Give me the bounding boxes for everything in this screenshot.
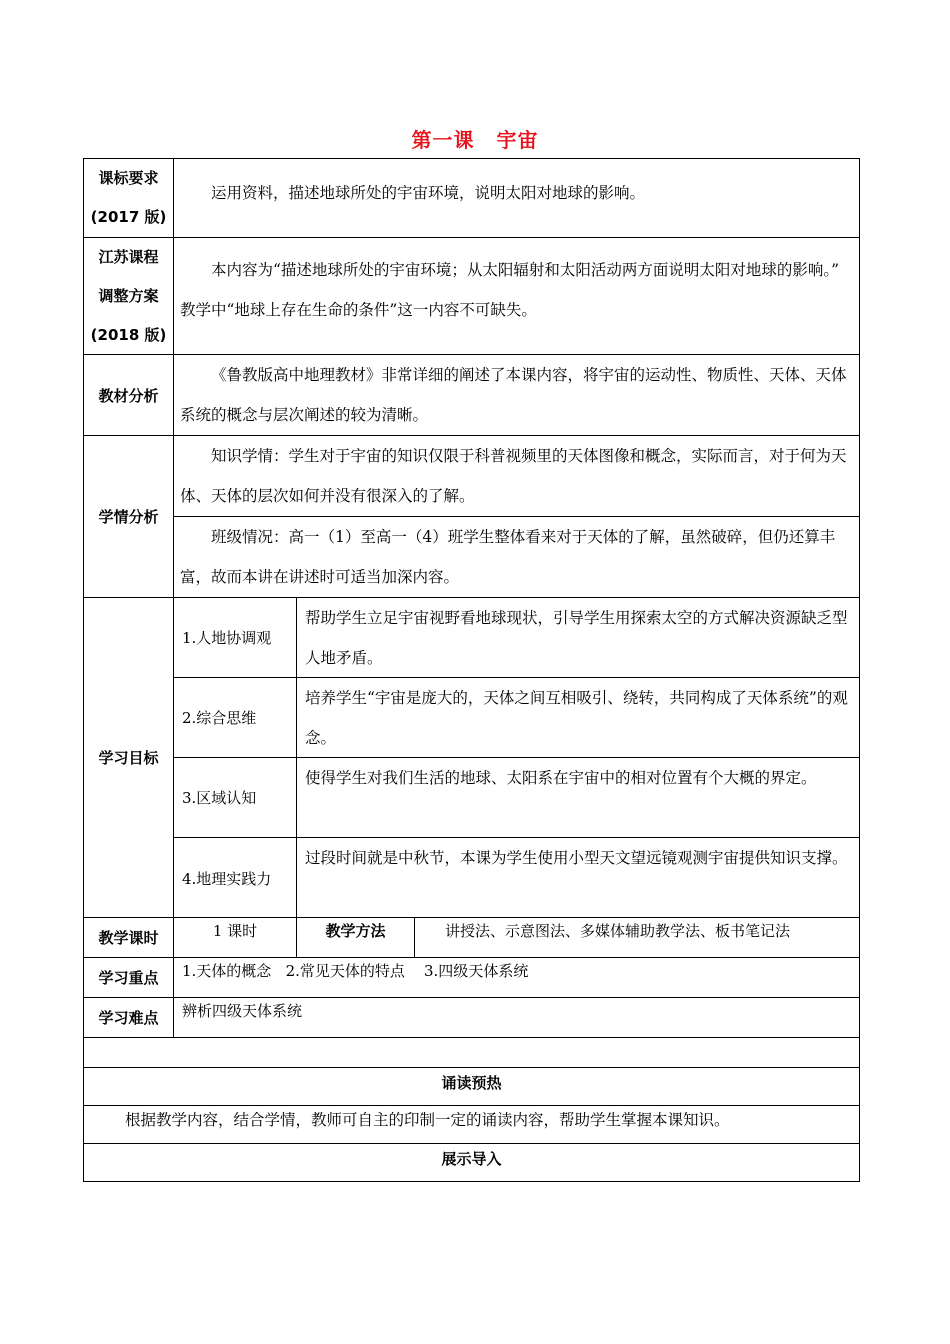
hours-label: 教学课时 (84, 918, 174, 957)
title-part1: 第一课 (411, 128, 475, 152)
method-value: 讲授法、示意图法、多媒体辅助教学法、板书笔记法 (445, 922, 791, 940)
hours-value: 1 课时 (174, 918, 297, 957)
goal-item (174, 598, 859, 678)
goals-row (84, 597, 859, 917)
goal-item (174, 838, 859, 918)
goal-text: 使得学生对我们生活的地球、太阳系在宇宙中的相对位置有个大概的界定。 (305, 769, 817, 787)
learners-row (84, 435, 859, 597)
textbook-row (84, 354, 859, 435)
focus-value: 1.天体的概念 2.常见天体的特点 3.四级天体系统 (182, 962, 529, 980)
difficulty-label: 学习难点 (84, 998, 174, 1037)
curriculum-text: 运用资料，描述地球所处的宇宙环境，说明太阳对地球的影响。 (211, 184, 646, 202)
learners-class-cell (174, 517, 859, 598)
preview-heading-row (84, 1067, 859, 1105)
goals-label: 学习目标 (84, 598, 174, 917)
jiangsu-content (174, 238, 859, 354)
title-part2: 宇宙 (496, 128, 539, 152)
page-title (0, 124, 950, 153)
learners-class-text: 班级情况：高一（1）至高一（4）班学生整体看来对于天体的了解，虽然破碎，但仍还算丰富，故而本讲在讲述时可适当加深内容。 (180, 528, 836, 586)
textbook-content (174, 355, 859, 435)
preview-text-row (84, 1105, 859, 1143)
goal-name: 2.综合思维 (174, 678, 297, 757)
difficulty-row (84, 997, 859, 1037)
jiangsu-row (84, 237, 859, 354)
goal-item (174, 758, 859, 838)
goal-item (174, 678, 859, 758)
goal-name: 4.地理实践力 (174, 838, 297, 918)
curriculum-row (84, 159, 859, 237)
learners-knowledge-text: 知识学情：学生对于宇宙的知识仅限于科普视频里的天体图像和概念，实际而言，对于何为天体、天体的层次如何并没有很深入的了解。 (180, 447, 847, 505)
goal-name: 1.人地协调观 (174, 598, 297, 677)
jiangsu-label: 江苏课程 调整方案 (2018 版) (84, 238, 174, 354)
difficulty-value: 辨析四级天体系统 (182, 1002, 303, 1020)
focus-label: 学习重点 (84, 958, 174, 997)
preview-text: 根据教学内容，结合学情，教师可自主的印制一定的诵读内容，帮助学生掌握本课知识。 (125, 1111, 730, 1129)
textbook-label: 教材分析 (84, 355, 174, 435)
goal-text: 帮助学生立足宇宙视野看地球现状，引导学生用探索太空的方式解决资源缺乏型人地矛盾。 (305, 609, 848, 667)
focus-row (84, 957, 859, 997)
jiangsu-text: 本内容为“描述地球所处的宇宙环境；从太阳辐射和太阳活动两方面说明太阳对地球的影响。” 教学中“地球上存在生命的条件”这一内容不可缺失。 (180, 261, 840, 319)
lesson-plan-table (83, 158, 860, 1182)
goal-text: 过段时间就是中秋节，本课为学生使用小型天文望远镜观测宇宙提供知识支撑。 (305, 849, 848, 867)
curriculum-content (174, 159, 859, 237)
intro-heading-row (84, 1143, 859, 1181)
goal-name: 3.区域认知 (174, 758, 297, 837)
hours-row (84, 917, 859, 957)
curriculum-label: 课标要求 (2017 版) (84, 159, 174, 237)
empty-row (84, 1037, 859, 1067)
goal-text: 培养学生“宇宙是庞大的，天体之间互相吸引、绕转，共同构成了天体系统”的观念。 (305, 689, 848, 747)
method-label: 教学方法 (297, 918, 415, 957)
learners-knowledge-cell (174, 436, 859, 517)
preview-heading: 诵读预热 (441, 1074, 502, 1092)
learners-label: 学情分析 (84, 436, 174, 597)
textbook-text: 《鲁教版高中地理教材》非常详细的阐述了本课内容，将宇宙的运动性、物质性、天体、天体系统的概念与层次阐述的较为清晰。 (180, 366, 847, 424)
intro-heading: 展示导入 (441, 1150, 502, 1168)
